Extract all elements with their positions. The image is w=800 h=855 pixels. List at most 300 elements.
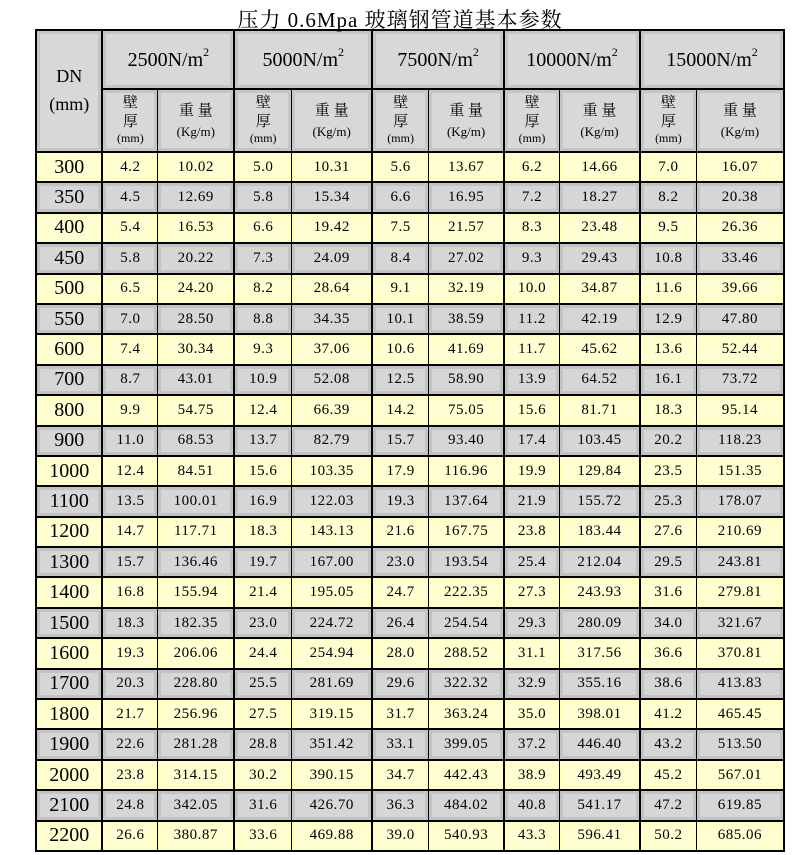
value-cell: 43.3 xyxy=(504,821,559,851)
value-cell: 21.9 xyxy=(504,486,559,516)
weight-header-cell: 重 量 (Kg/m) xyxy=(158,89,235,152)
value-cell: 64.52 xyxy=(559,365,640,395)
value-cell: 32.19 xyxy=(429,274,505,304)
value-cell: 82.79 xyxy=(292,426,373,456)
value-cell: 319.15 xyxy=(292,699,373,729)
value-cell: 23.8 xyxy=(102,760,157,790)
group-header-10000 xyxy=(504,30,640,89)
table-row xyxy=(36,577,784,607)
value-cell: 16.53 xyxy=(158,213,235,243)
value-cell: 43.2 xyxy=(640,729,696,759)
group-sup-2500: 2 xyxy=(203,45,210,60)
table-row xyxy=(36,790,784,820)
value-cell: 465.45 xyxy=(696,699,784,729)
value-cell: 13.7 xyxy=(234,426,291,456)
group-header-7500 xyxy=(372,30,504,89)
value-cell: 34.0 xyxy=(640,608,696,638)
thickness-header-cell: 壁 厚 (mm) xyxy=(234,89,291,152)
value-cell: 136.46 xyxy=(158,547,235,577)
dn-cell: 400 xyxy=(36,213,102,243)
value-cell: 12.69 xyxy=(158,182,235,212)
dn-cell: 1700 xyxy=(36,669,102,699)
value-cell: 100.01 xyxy=(158,486,235,516)
value-cell: 25.5 xyxy=(234,669,291,699)
value-cell: 7.2 xyxy=(504,182,559,212)
value-cell: 10.02 xyxy=(158,152,235,182)
value-cell: 5.8 xyxy=(234,182,291,212)
value-cell: 16.95 xyxy=(429,182,505,212)
table-row xyxy=(36,395,784,425)
value-cell: 193.54 xyxy=(429,547,505,577)
value-cell: 685.06 xyxy=(696,821,784,851)
value-cell: 322.32 xyxy=(429,669,505,699)
value-cell: 27.02 xyxy=(429,243,505,273)
value-cell: 117.71 xyxy=(158,517,235,547)
value-cell: 19.7 xyxy=(234,547,291,577)
value-cell: 195.05 xyxy=(292,577,373,607)
value-cell: 13.67 xyxy=(429,152,505,182)
value-cell: 16.07 xyxy=(696,152,784,182)
value-cell: 84.51 xyxy=(158,456,235,486)
table-row xyxy=(36,699,784,729)
dn-cell: 1000 xyxy=(36,456,102,486)
value-cell: 5.4 xyxy=(102,213,157,243)
value-cell: 58.90 xyxy=(429,365,505,395)
dn-cell: 800 xyxy=(36,395,102,425)
value-cell: 122.03 xyxy=(292,486,373,516)
value-cell: 8.2 xyxy=(640,182,696,212)
value-cell: 9.3 xyxy=(504,243,559,273)
value-cell: 45.62 xyxy=(559,334,640,364)
value-cell: 24.09 xyxy=(292,243,373,273)
value-cell: 18.3 xyxy=(234,517,291,547)
value-cell: 20.22 xyxy=(158,243,235,273)
value-cell: 281.69 xyxy=(292,669,373,699)
value-cell: 8.4 xyxy=(372,243,428,273)
value-cell: 15.34 xyxy=(292,182,373,212)
value-cell: 7.0 xyxy=(640,152,696,182)
value-cell: 28.50 xyxy=(158,304,235,334)
value-cell: 40.8 xyxy=(504,790,559,820)
dn-cell: 500 xyxy=(36,274,102,304)
value-cell: 19.9 xyxy=(504,456,559,486)
value-cell: 151.35 xyxy=(696,456,784,486)
table-row xyxy=(36,213,784,243)
group-sup-7500: 2 xyxy=(472,45,479,60)
value-cell: 206.06 xyxy=(158,638,235,668)
value-cell: 10.8 xyxy=(640,243,696,273)
value-cell: 321.67 xyxy=(696,608,784,638)
value-cell: 13.5 xyxy=(102,486,157,516)
value-cell: 183.44 xyxy=(559,517,640,547)
value-cell: 15.6 xyxy=(234,456,291,486)
value-cell: 254.54 xyxy=(429,608,505,638)
value-cell: 13.9 xyxy=(504,365,559,395)
value-cell: 6.6 xyxy=(372,182,428,212)
value-cell: 426.70 xyxy=(292,790,373,820)
dn-cell: 1600 xyxy=(36,638,102,668)
value-cell: 103.35 xyxy=(292,456,373,486)
value-cell: 21.7 xyxy=(102,699,157,729)
dn-cell: 1900 xyxy=(36,729,102,759)
value-cell: 281.28 xyxy=(158,729,235,759)
value-cell: 30.34 xyxy=(158,334,235,364)
value-cell: 28.0 xyxy=(372,638,428,668)
dn-cell: 700 xyxy=(36,365,102,395)
value-cell: 9.5 xyxy=(640,213,696,243)
value-cell: 413.83 xyxy=(696,669,784,699)
value-cell: 8.7 xyxy=(102,365,157,395)
value-cell: 15.6 xyxy=(504,395,559,425)
dn-cell: 1400 xyxy=(36,577,102,607)
value-cell: 52.08 xyxy=(292,365,373,395)
value-cell: 567.01 xyxy=(696,760,784,790)
thickness-header-cell: 壁 厚 (mm) xyxy=(504,89,559,152)
value-cell: 398.01 xyxy=(559,699,640,729)
group-sup-10000: 2 xyxy=(611,45,618,60)
value-cell: 37.06 xyxy=(292,334,373,364)
value-cell: 23.0 xyxy=(372,547,428,577)
group-header-15000 xyxy=(640,30,784,89)
value-cell: 167.75 xyxy=(429,517,505,547)
value-cell: 446.40 xyxy=(559,729,640,759)
value-cell: 21.4 xyxy=(234,577,291,607)
value-cell: 43.01 xyxy=(158,365,235,395)
value-cell: 17.4 xyxy=(504,426,559,456)
value-cell: 54.75 xyxy=(158,395,235,425)
value-cell: 33.46 xyxy=(696,243,784,273)
value-cell: 29.3 xyxy=(504,608,559,638)
value-cell: 9.1 xyxy=(372,274,428,304)
value-cell: 47.2 xyxy=(640,790,696,820)
dn-cell: 300 xyxy=(36,152,102,182)
table-row xyxy=(36,426,784,456)
value-cell: 39.0 xyxy=(372,821,428,851)
weight-header-cell: 重 量 (Kg/m) xyxy=(292,89,373,152)
dn-cell: 1300 xyxy=(36,547,102,577)
value-cell: 34.87 xyxy=(559,274,640,304)
thickness-header-cell: 壁 厚 (mm) xyxy=(372,89,428,152)
value-cell: 33.1 xyxy=(372,729,428,759)
value-cell: 18.27 xyxy=(559,182,640,212)
value-cell: 6.2 xyxy=(504,152,559,182)
value-cell: 31.6 xyxy=(640,577,696,607)
value-cell: 20.38 xyxy=(696,182,784,212)
value-cell: 16.8 xyxy=(102,577,157,607)
value-cell: 129.84 xyxy=(559,456,640,486)
value-cell: 10.0 xyxy=(504,274,559,304)
weight-header-cell: 重 量 (Kg/m) xyxy=(696,89,784,152)
table-row xyxy=(36,608,784,638)
value-cell: 21.57 xyxy=(429,213,505,243)
value-cell: 14.66 xyxy=(559,152,640,182)
table-row xyxy=(36,182,784,212)
dn-cell: 1100 xyxy=(36,486,102,516)
value-cell: 36.3 xyxy=(372,790,428,820)
table-row xyxy=(36,486,784,516)
value-cell: 442.43 xyxy=(429,760,505,790)
value-cell: 21.6 xyxy=(372,517,428,547)
value-cell: 42.19 xyxy=(559,304,640,334)
value-cell: 182.35 xyxy=(158,608,235,638)
value-cell: 45.2 xyxy=(640,760,696,790)
dn-cell: 1800 xyxy=(36,699,102,729)
value-cell: 22.6 xyxy=(102,729,157,759)
table-row xyxy=(36,152,784,182)
value-cell: 29.43 xyxy=(559,243,640,273)
value-cell: 178.07 xyxy=(696,486,784,516)
page-title: 压力 0.6Mpa 玻璃钢管道基本参数 xyxy=(237,8,563,32)
value-cell: 540.93 xyxy=(429,821,505,851)
value-cell: 256.96 xyxy=(158,699,235,729)
value-cell: 18.3 xyxy=(640,395,696,425)
value-cell: 9.9 xyxy=(102,395,157,425)
value-cell: 34.35 xyxy=(292,304,373,334)
thickness-header-cell: 壁 厚 (mm) xyxy=(102,89,157,152)
value-cell: 31.6 xyxy=(234,790,291,820)
value-cell: 38.9 xyxy=(504,760,559,790)
value-cell: 34.7 xyxy=(372,760,428,790)
value-cell: 6.6 xyxy=(234,213,291,243)
value-cell: 222.35 xyxy=(429,577,505,607)
value-cell: 155.94 xyxy=(158,577,235,607)
dn-cell: 2200 xyxy=(36,821,102,851)
value-cell: 342.05 xyxy=(158,790,235,820)
value-cell: 47.80 xyxy=(696,304,784,334)
value-cell: 26.6 xyxy=(102,821,157,851)
value-cell: 17.9 xyxy=(372,456,428,486)
dn-cell: 600 xyxy=(36,334,102,364)
value-cell: 29.5 xyxy=(640,547,696,577)
value-cell: 27.5 xyxy=(234,699,291,729)
value-cell: 68.53 xyxy=(158,426,235,456)
value-cell: 31.7 xyxy=(372,699,428,729)
value-cell: 279.81 xyxy=(696,577,784,607)
value-cell: 37.2 xyxy=(504,729,559,759)
value-cell: 35.0 xyxy=(504,699,559,729)
value-cell: 19.42 xyxy=(292,213,373,243)
value-cell: 20.3 xyxy=(102,669,157,699)
value-cell: 469.88 xyxy=(292,821,373,851)
value-cell: 81.71 xyxy=(559,395,640,425)
table-row xyxy=(36,517,784,547)
value-cell: 23.0 xyxy=(234,608,291,638)
group-header-5000 xyxy=(234,30,372,89)
table-row xyxy=(36,547,784,577)
value-cell: 7.4 xyxy=(102,334,157,364)
value-cell: 39.66 xyxy=(696,274,784,304)
table-row xyxy=(36,669,784,699)
value-cell: 16.9 xyxy=(234,486,291,516)
value-cell: 19.3 xyxy=(102,638,157,668)
value-cell: 26.4 xyxy=(372,608,428,638)
value-cell: 23.5 xyxy=(640,456,696,486)
value-cell: 93.40 xyxy=(429,426,505,456)
value-cell: 596.41 xyxy=(559,821,640,851)
value-cell: 9.3 xyxy=(234,334,291,364)
table-row xyxy=(36,274,784,304)
value-cell: 11.2 xyxy=(504,304,559,334)
value-cell: 19.3 xyxy=(372,486,428,516)
value-cell: 27.6 xyxy=(640,517,696,547)
value-cell: 5.8 xyxy=(102,243,157,273)
value-cell: 33.6 xyxy=(234,821,291,851)
value-cell: 7.0 xyxy=(102,304,157,334)
value-cell: 25.3 xyxy=(640,486,696,516)
value-cell: 14.2 xyxy=(372,395,428,425)
group-sup-15000: 2 xyxy=(751,45,758,60)
group-label-2500: 2500N/m xyxy=(127,48,204,71)
value-cell: 66.39 xyxy=(292,395,373,425)
value-cell: 155.72 xyxy=(559,486,640,516)
table-row xyxy=(36,821,784,851)
value-cell: 224.72 xyxy=(292,608,373,638)
value-cell: 280.09 xyxy=(559,608,640,638)
pipe-params-table xyxy=(35,29,785,852)
value-cell: 493.49 xyxy=(559,760,640,790)
value-cell: 390.15 xyxy=(292,760,373,790)
value-cell: 73.72 xyxy=(696,365,784,395)
value-cell: 10.1 xyxy=(372,304,428,334)
value-cell: 351.42 xyxy=(292,729,373,759)
value-cell: 314.15 xyxy=(158,760,235,790)
value-cell: 28.64 xyxy=(292,274,373,304)
value-cell: 15.7 xyxy=(372,426,428,456)
value-cell: 11.0 xyxy=(102,426,157,456)
value-cell: 26.36 xyxy=(696,213,784,243)
value-cell: 103.45 xyxy=(559,426,640,456)
value-cell: 619.85 xyxy=(696,790,784,820)
thickness-header-cell: 壁 厚 (mm) xyxy=(640,89,696,152)
dn-cell: 550 xyxy=(36,304,102,334)
value-cell: 484.02 xyxy=(429,790,505,820)
value-cell: 8.2 xyxy=(234,274,291,304)
sub-header-row xyxy=(36,89,784,152)
value-cell: 27.3 xyxy=(504,577,559,607)
value-cell: 5.6 xyxy=(372,152,428,182)
value-cell: 13.6 xyxy=(640,334,696,364)
table-row xyxy=(36,456,784,486)
value-cell: 363.24 xyxy=(429,699,505,729)
value-cell: 12.9 xyxy=(640,304,696,334)
value-cell: 7.5 xyxy=(372,213,428,243)
group-label-10000: 10000N/m xyxy=(526,48,612,71)
value-cell: 137.64 xyxy=(429,486,505,516)
dn-cell: 1500 xyxy=(36,608,102,638)
value-cell: 210.69 xyxy=(696,517,784,547)
dn-cell: 2100 xyxy=(36,790,102,820)
dn-header-cell xyxy=(36,30,102,152)
value-cell: 355.16 xyxy=(559,669,640,699)
value-cell: 23.48 xyxy=(559,213,640,243)
value-cell: 541.17 xyxy=(559,790,640,820)
value-cell: 212.04 xyxy=(559,547,640,577)
value-cell: 254.94 xyxy=(292,638,373,668)
value-cell: 24.20 xyxy=(158,274,235,304)
table-row xyxy=(36,638,784,668)
value-cell: 31.1 xyxy=(504,638,559,668)
value-cell: 10.9 xyxy=(234,365,291,395)
value-cell: 24.7 xyxy=(372,577,428,607)
value-cell: 243.93 xyxy=(559,577,640,607)
value-cell: 20.2 xyxy=(640,426,696,456)
value-cell: 10.6 xyxy=(372,334,428,364)
table-body xyxy=(36,152,784,851)
value-cell: 18.3 xyxy=(102,608,157,638)
value-cell: 118.23 xyxy=(696,426,784,456)
group-header-row xyxy=(36,30,784,89)
value-cell: 4.2 xyxy=(102,152,157,182)
value-cell: 317.56 xyxy=(559,638,640,668)
value-cell: 95.14 xyxy=(696,395,784,425)
dn-cell: 350 xyxy=(36,182,102,212)
table-row xyxy=(36,334,784,364)
value-cell: 167.00 xyxy=(292,547,373,577)
value-cell: 6.5 xyxy=(102,274,157,304)
value-cell: 30.2 xyxy=(234,760,291,790)
group-label-5000: 5000N/m xyxy=(262,48,339,71)
weight-header-cell: 重 量 (Kg/m) xyxy=(559,89,640,152)
value-cell: 32.9 xyxy=(504,669,559,699)
dn-cell: 2000 xyxy=(36,760,102,790)
weight-header-cell: 重 量 (Kg/m) xyxy=(429,89,505,152)
value-cell: 7.3 xyxy=(234,243,291,273)
group-label-7500: 7500N/m xyxy=(397,48,473,71)
value-cell: 12.4 xyxy=(234,395,291,425)
value-cell: 11.7 xyxy=(504,334,559,364)
table-row xyxy=(36,304,784,334)
table-row xyxy=(36,243,784,273)
table-row xyxy=(36,729,784,759)
value-cell: 228.80 xyxy=(158,669,235,699)
value-cell: 12.5 xyxy=(372,365,428,395)
value-cell: 38.6 xyxy=(640,669,696,699)
value-cell: 8.8 xyxy=(234,304,291,334)
value-cell: 36.6 xyxy=(640,638,696,668)
group-label-15000: 15000N/m xyxy=(666,48,752,71)
value-cell: 25.4 xyxy=(504,547,559,577)
table-header xyxy=(36,30,784,152)
value-cell: 14.7 xyxy=(102,517,157,547)
value-cell: 143.13 xyxy=(292,517,373,547)
dn-cell: 1200 xyxy=(36,517,102,547)
value-cell: 12.4 xyxy=(102,456,157,486)
value-cell: 4.5 xyxy=(102,182,157,212)
value-cell: 15.7 xyxy=(102,547,157,577)
value-cell: 16.1 xyxy=(640,365,696,395)
group-sup-5000: 2 xyxy=(338,45,345,60)
value-cell: 8.3 xyxy=(504,213,559,243)
value-cell: 50.2 xyxy=(640,821,696,851)
value-cell: 24.8 xyxy=(102,790,157,820)
value-cell: 29.6 xyxy=(372,669,428,699)
dn-cell: 900 xyxy=(36,426,102,456)
value-cell: 24.4 xyxy=(234,638,291,668)
value-cell: 243.81 xyxy=(696,547,784,577)
value-cell: 41.69 xyxy=(429,334,505,364)
table-row xyxy=(36,365,784,395)
value-cell: 380.87 xyxy=(158,821,235,851)
value-cell: 10.31 xyxy=(292,152,373,182)
value-cell: 41.2 xyxy=(640,699,696,729)
value-cell: 11.6 xyxy=(640,274,696,304)
value-cell: 52.44 xyxy=(696,334,784,364)
value-cell: 399.05 xyxy=(429,729,505,759)
value-cell: 370.81 xyxy=(696,638,784,668)
value-cell: 513.50 xyxy=(696,729,784,759)
group-header-2500 xyxy=(102,30,234,89)
value-cell: 116.96 xyxy=(429,456,505,486)
